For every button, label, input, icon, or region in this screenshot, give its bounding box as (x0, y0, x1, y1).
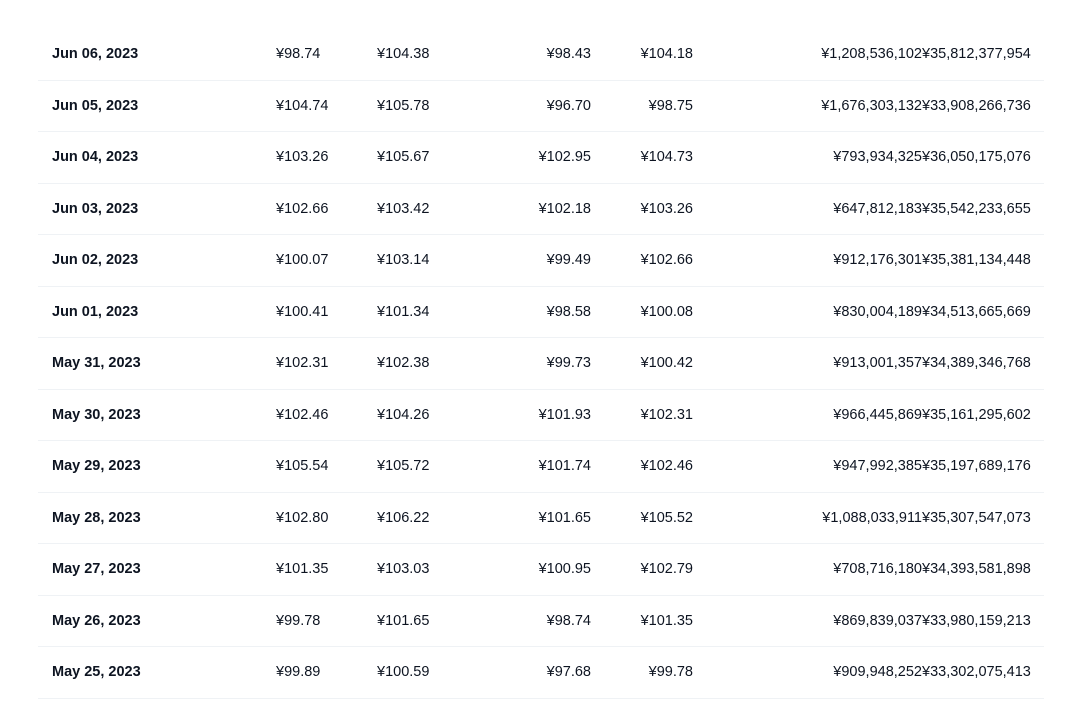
high-price-cell: ¥105.72 (377, 441, 478, 493)
table-body (38, 29, 1044, 698)
table-row (38, 286, 1044, 338)
volume-cell: ¥1,208,536,102 (693, 29, 922, 80)
table-row (38, 647, 1044, 699)
high-price-cell: ¥106.22 (377, 492, 478, 544)
market-cap-cell: ¥35,161,295,602 (922, 389, 1044, 441)
open-price-cell: ¥100.41 (276, 286, 377, 338)
open-price-cell: ¥105.54 (276, 441, 377, 493)
date-cell: Jun 03, 2023 (38, 183, 276, 235)
date-cell: Jun 04, 2023 (38, 132, 276, 184)
table-row (38, 492, 1044, 544)
close-price-cell: ¥100.08 (591, 286, 693, 338)
open-price-cell: ¥99.78 (276, 595, 377, 647)
table-row (38, 441, 1044, 493)
table-row (38, 132, 1044, 184)
close-price-cell: ¥103.26 (591, 183, 693, 235)
open-price-cell: ¥99.89 (276, 647, 377, 699)
market-cap-cell: ¥33,302,075,413 (922, 647, 1044, 699)
high-price-cell: ¥104.26 (377, 389, 478, 441)
market-cap-cell: ¥34,393,581,898 (922, 544, 1044, 596)
open-price-cell: ¥98.74 (276, 29, 377, 80)
high-price-cell: ¥105.78 (377, 80, 478, 132)
table-row (38, 338, 1044, 390)
close-price-cell: ¥105.52 (591, 492, 693, 544)
low-price-cell: ¥101.93 (478, 389, 591, 441)
table-row (38, 80, 1044, 132)
date-cell: May 26, 2023 (38, 595, 276, 647)
low-price-cell: ¥102.18 (478, 183, 591, 235)
date-cell: May 31, 2023 (38, 338, 276, 390)
volume-cell: ¥830,004,189 (693, 286, 922, 338)
low-price-cell: ¥102.95 (478, 132, 591, 184)
open-price-cell: ¥102.46 (276, 389, 377, 441)
low-price-cell: ¥96.70 (478, 80, 591, 132)
open-price-cell: ¥103.26 (276, 132, 377, 184)
market-cap-cell: ¥35,307,547,073 (922, 492, 1044, 544)
high-price-cell: ¥104.38 (377, 29, 478, 80)
table-row (38, 595, 1044, 647)
market-cap-cell: ¥35,197,689,176 (922, 441, 1044, 493)
market-cap-cell: ¥36,050,175,076 (922, 132, 1044, 184)
volume-cell: ¥912,176,301 (693, 235, 922, 287)
high-price-cell: ¥101.65 (377, 595, 478, 647)
low-price-cell: ¥97.68 (478, 647, 591, 699)
volume-cell: ¥966,445,869 (693, 389, 922, 441)
high-price-cell: ¥103.42 (377, 183, 478, 235)
market-cap-cell: ¥35,381,134,448 (922, 235, 1044, 287)
historical-data-table-container (38, 29, 1044, 699)
open-price-cell: ¥102.31 (276, 338, 377, 390)
close-price-cell: ¥98.75 (591, 80, 693, 132)
volume-cell: ¥647,812,183 (693, 183, 922, 235)
market-cap-cell: ¥35,542,233,655 (922, 183, 1044, 235)
date-cell: May 27, 2023 (38, 544, 276, 596)
date-cell: Jun 06, 2023 (38, 29, 276, 80)
market-cap-cell: ¥34,513,665,669 (922, 286, 1044, 338)
table-row (38, 183, 1044, 235)
open-price-cell: ¥104.74 (276, 80, 377, 132)
market-cap-cell: ¥35,812,377,954 (922, 29, 1044, 80)
date-cell: Jun 05, 2023 (38, 80, 276, 132)
close-price-cell: ¥104.73 (591, 132, 693, 184)
open-price-cell: ¥101.35 (276, 544, 377, 596)
close-price-cell: ¥102.79 (591, 544, 693, 596)
market-cap-cell: ¥34,389,346,768 (922, 338, 1044, 390)
high-price-cell: ¥103.03 (377, 544, 478, 596)
close-price-cell: ¥102.66 (591, 235, 693, 287)
low-price-cell: ¥99.49 (478, 235, 591, 287)
low-price-cell: ¥101.65 (478, 492, 591, 544)
date-cell: May 28, 2023 (38, 492, 276, 544)
open-price-cell: ¥102.66 (276, 183, 377, 235)
volume-cell: ¥793,934,325 (693, 132, 922, 184)
close-price-cell: ¥100.42 (591, 338, 693, 390)
table-row (38, 235, 1044, 287)
date-cell: Jun 02, 2023 (38, 235, 276, 287)
high-price-cell: ¥102.38 (377, 338, 478, 390)
close-price-cell: ¥102.31 (591, 389, 693, 441)
open-price-cell: ¥100.07 (276, 235, 377, 287)
date-cell: May 30, 2023 (38, 389, 276, 441)
table-row (38, 29, 1044, 80)
high-price-cell: ¥103.14 (377, 235, 478, 287)
close-price-cell: ¥101.35 (591, 595, 693, 647)
low-price-cell: ¥100.95 (478, 544, 591, 596)
close-price-cell: ¥104.18 (591, 29, 693, 80)
table-row (38, 544, 1044, 596)
market-cap-cell: ¥33,908,266,736 (922, 80, 1044, 132)
low-price-cell: ¥98.43 (478, 29, 591, 80)
historical-data-table (38, 29, 1044, 699)
high-price-cell: ¥101.34 (377, 286, 478, 338)
low-price-cell: ¥101.74 (478, 441, 591, 493)
low-price-cell: ¥99.73 (478, 338, 591, 390)
date-cell: May 29, 2023 (38, 441, 276, 493)
market-cap-cell: ¥33,980,159,213 (922, 595, 1044, 647)
date-cell: May 25, 2023 (38, 647, 276, 699)
volume-cell: ¥909,948,252 (693, 647, 922, 699)
close-price-cell: ¥102.46 (591, 441, 693, 493)
volume-cell: ¥947,992,385 (693, 441, 922, 493)
close-price-cell: ¥99.78 (591, 647, 693, 699)
low-price-cell: ¥98.74 (478, 595, 591, 647)
volume-cell: ¥1,088,033,911 (693, 492, 922, 544)
volume-cell: ¥708,716,180 (693, 544, 922, 596)
table-row (38, 389, 1044, 441)
low-price-cell: ¥98.58 (478, 286, 591, 338)
volume-cell: ¥913,001,357 (693, 338, 922, 390)
high-price-cell: ¥100.59 (377, 647, 478, 699)
volume-cell: ¥1,676,303,132 (693, 80, 922, 132)
high-price-cell: ¥105.67 (377, 132, 478, 184)
open-price-cell: ¥102.80 (276, 492, 377, 544)
volume-cell: ¥869,839,037 (693, 595, 922, 647)
date-cell: Jun 01, 2023 (38, 286, 276, 338)
